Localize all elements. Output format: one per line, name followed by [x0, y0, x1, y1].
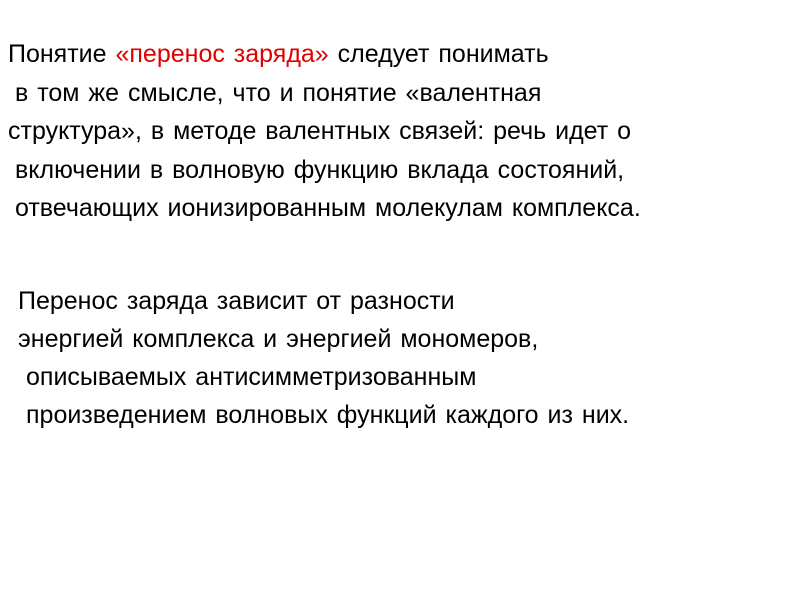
paragraph2-line3: описываемых антисимметризованным: [26, 363, 477, 391]
paragraph1-line5: отвечающих ионизированным молекулам комплекса.: [15, 194, 641, 222]
paragraph2-line4: произведением волновых функций каждого из них.: [26, 401, 630, 429]
paragraph1-line1-prefix: Понятие: [8, 40, 116, 68]
paragraph2-line1: Перенос заряда зависит от разности: [18, 287, 455, 315]
paragraph1-line1-suffix: следует понимать: [328, 40, 549, 68]
paragraph1-line4: включении в волновую функцию вклада состояний,: [15, 156, 625, 184]
paragraph1-line2: в том же смысле, что и понятие «валентная: [15, 79, 542, 107]
paragraph2-line2: энергией комплекса и энергией мономеров,: [18, 325, 539, 353]
paragraph1-line1: [8, 39, 549, 69]
charge-transfer-term: «перенос заряда»: [115, 40, 329, 68]
paragraph1-line3: структура», в методе валентных связей: речь идет о: [8, 117, 632, 145]
